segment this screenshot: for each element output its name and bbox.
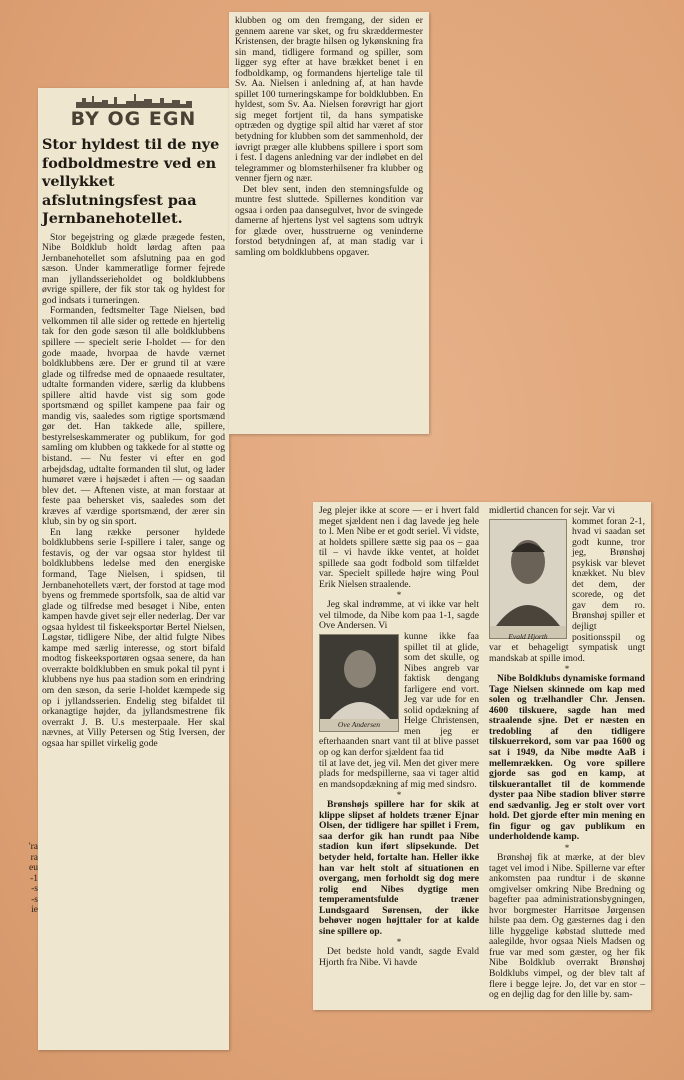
- paragraph: klubben og om den fremgang, der siden er gennem aarene var sket, og fru skræddermester Kristensen, der bragte hilsen og lykønskning fra sin mand, tidligere formand og spiller, som ligger syg efter at have brækket benet i en fodboldkamp, og formandens hjertelige tale til Sv. Aa. Nielsen i anledning af, at han havde spillet 100 turneringskampe for boldklubben. En hyldest, som Sv. Aa. Nielsen forøvrigt har gjort sig meget fortjent til, da hans sympatiske optræden og dygtige spil altid har været af stor betydning for klubben som det sammenhold, der iøvrigt præger alle klubbens spillere i sport som i fest. I dagens anledning var der indløbet en del telegrammer og blomsterhilsener fra klubber og venner fjern og nær.: [235, 15, 423, 185]
- photo-ove-andersen: [319, 634, 399, 732]
- paragraph: Brønshøj fik at mærke, at der blev taget vel imod i Nibe. Spillerne var efter ankomsten paa rundtur i de skønne omgivelser omkring Nibe Bredning og bagefter paa administrationsbygningen, hvor borgmester Harritsøe Jørgensen hilste paa dem. Og gæsternes dag i den lille hyggelige købstad sluttede med aalegilde, hvor ogsaa Niels Madsen og frue var med som gæster, og her fik Nibe Boldklub overrakt Brønshøj Boldklubs vimpel, og der blev talt af flere i begge lejre. Jo, det var en stor – og en dejlig dag for den lille by. sam-: [489, 851, 645, 1001]
- clipping-article-3: [313, 502, 651, 1010]
- strip-line: -1: [30, 873, 38, 884]
- paragraph: Jeg plejer ikke at score — er i hvert fald meget sjældent nen i dag lavede jeg hele to l. Men Nibe er et godt seriel. Vi vidste, at holdets spillere sætte sig paa os – gaa til – vi havde ikke ventet, at holdet spillede saa godt fodbold som tilfældet var. Specielt spillede højre wing Poul Erik Nielsen straalende.: [319, 505, 479, 590]
- left-column: [319, 506, 479, 968]
- paragraph: midlertid chancen for sejr. Var vi: [489, 505, 616, 516]
- photo-caption: Evald Hjorth: [508, 631, 548, 641]
- right-column: [489, 506, 645, 1001]
- paragraph: En lang række personer hyldede boldklubbens serie I-spillere i taler, sange og festavis, og der var ogsaa stor hyldest til boldklubbens ledelse med den energiske formand, Tage Nielsen, i spidsen, til Jernbanehotellets vært, der forstod at tage mod byens og fremmede sportsfolk, saa de altid var glade og tilfredse med besøget i Nibe, enten kampen havde givet sejr eller nederlag. Der var ogsaa hyldest til fiskeeksportør Bertel Nielsen, Løgstør, tidligere Nibe, der altid fulgte Nibes kampe med særlig interesse, og stort bifald modtog fiskeeksportøren ogsaa senere, da han overrakte boldklubben en smuk pokal til pynt i klubbens nye hus paa stadion som en erindring om den sæson, da serie I-holdet kæmpede sig op i jyllandsserien. Endelig steg bifaldet til orkanagtige højder, da jyllandsmestrene fik overrakt J. B. U.s mesterpaale. Her skal nævnes, at Villy Petersen og Stig Iversen, der ogsaa har spillet virkelig gode: [42, 526, 225, 749]
- section-logo-text: BY OG EGN: [70, 108, 197, 130]
- paragraph: Det bedste hold vandt, sagde Evald Hjorth fra Nibe. Vi havde: [319, 946, 479, 968]
- separator-star: *: [396, 590, 402, 601]
- paragraph: Stor begejstring og glæde prægede festen, Nibe Boldklub holdt lørdag aften paa Jernbanehotellet som afslutning paa en god sæson. Under kammeratlige former fejrede man jyllandsserieholdet og boldklubbens øvrige spillere, der fik stor tak og hyldest for god indsats i turneringen.: [42, 231, 225, 306]
- strip-line: 'ra: [28, 842, 38, 852]
- photo-caption: Ove Andersen: [337, 720, 381, 730]
- strip-line: -s: [31, 894, 38, 905]
- paragraph: kommet foran 2-1, hvad vi saadan set godt kunne, tror jeg, Brønshøj psykisk var blevet knækket. Nu blev det dem, der scorede, og det gav dem ro. Brønshøj spiller et dejligt positionsspil og var et behageligt sympatisk ungt mandskab at spille imod.: [489, 515, 645, 664]
- strip-line: ie: [31, 905, 38, 915]
- clipping-article-2: [229, 12, 429, 434]
- strip-line: ra: [30, 852, 38, 863]
- section-logo: [38, 94, 229, 130]
- separator-star: *: [564, 842, 570, 853]
- strip-line: eu: [29, 863, 38, 873]
- paragraph: kunne ikke faa spillet til at glide, som det skulle, og Nibes angreb var faktisk dengang farligere end vort. Jeg var ude for en solid opdækning af Helge Christensen, men jeg er efterhaanden snart vant til at blive passet op og kan derfor sjældent faa tid: [319, 631, 479, 759]
- portrait-icon: [490, 520, 566, 626]
- photo-evald-hjorth: [489, 519, 567, 639]
- paragraph: Formanden, fedtsmelter Tage Nielsen, bød velkommen til alle sider og rettede en hjertelig tak for den gode sæson til alle boldklubbens spillere — specielt serie I-holdet — for den gode maade, hvorpaa de havde værnet boldklubbens ære. Der er grund til at være glade og tilfredse med de opnaaede resultater, udtalte formanden videre, særlig da klubbens spillere altid havde vist sig som gode sportsmænd og spillet kampene paa fair og mandig vis, saaledes som rigtige sportsmænd gør det. Han takkede alle, spillere, bestyrelseskammerater og publikum, for god samling om klubben og takkede for al støtte og bistand. — Nu fester vi efter en god arbejdsdag, udtalte formanden til slut, og lader humøret være i højsædet i aften — og saadan blev det. — Aftenen viste, at man forstaar at feste paa behersket vis, saaledes som det kræves af værdige sportsmænd, der ærer sin klub, sin by og sin sport.: [42, 305, 225, 528]
- portrait-icon: [320, 635, 398, 719]
- separator-star: *: [396, 790, 402, 801]
- headline: Stor hyldest til de nye fodboldmestre ved en vellykket afslutningsfest paa Jernbanehotellet.: [42, 136, 220, 227]
- strip-line: -s: [31, 884, 38, 894]
- separator-star: *: [564, 664, 570, 675]
- clipping-article-1: [38, 88, 229, 1050]
- separator-star: *: [396, 937, 402, 948]
- paragraph: Det blev sent, inden den stemningsfulde og muntre fest sluttede. Spillernes kondition var ogsaa i orden paa dansegulvet, hvor de svingede damerne af hjertens lyst vel sagtens som udtryk for glæde over, husstruerne og veninderne forstod betydningen af, at man stadig var i samling om boldklubbens opgaver.: [235, 183, 423, 259]
- paragraph: til at lave det, jeg vil. Men det giver mere plads for medspillerne, saa vi tager altid en mandsopdækning af mig med sindsro.: [319, 757, 479, 790]
- paragraph-bold: Brønshøjs spillere har for skik at klippe slipset af holdets træner Ejnar Olsen, der tidligere har spillet i Frem, saa derfor gik han rundt paa Nibe stadion kun iført slipsekunde. Det betyder held, fortalte han. Heller ikke han var helt stolt af situationen en overgang, men forholdt sig dog mere rolig end Nibes dygtige men temperamentsfulde træner Lundsgaard Sørensen, der ikke behøver nogen højttaler for at kalde sine spillere op.: [319, 799, 479, 937]
- paragraph-bold: Nibe Boldklubs dynamiske formand Tage Nielsen skinnede om kap med solen og trælhandler Chr. Jensen. 4600 tilskuere, sagde han med straalende sjne. Det er næsten en tredobling af den tidligere tilskuerrekord, som var paa 1600 og sat i 1949, da Nibe mødte AaB i mellemrækken. Og vore spillere gjorde sas god en kamp, at tilskuerantallet til de kommende dyster paa Nibe stadion bliver større end sædvanlig. Jeg er stolt over vort hold. Det gjorde efter min mening en fin figur og gav publikum en underholdende kamp.: [489, 673, 645, 843]
- town-skyline-icon: [74, 94, 194, 108]
- margin-strip: [0, 842, 38, 928]
- paragraph: Jeg skal indrømme, at vi ikke var helt vel tilmode, da Nibe kom paa 1-1, sagde Ove Andersen. Vi: [319, 599, 479, 632]
